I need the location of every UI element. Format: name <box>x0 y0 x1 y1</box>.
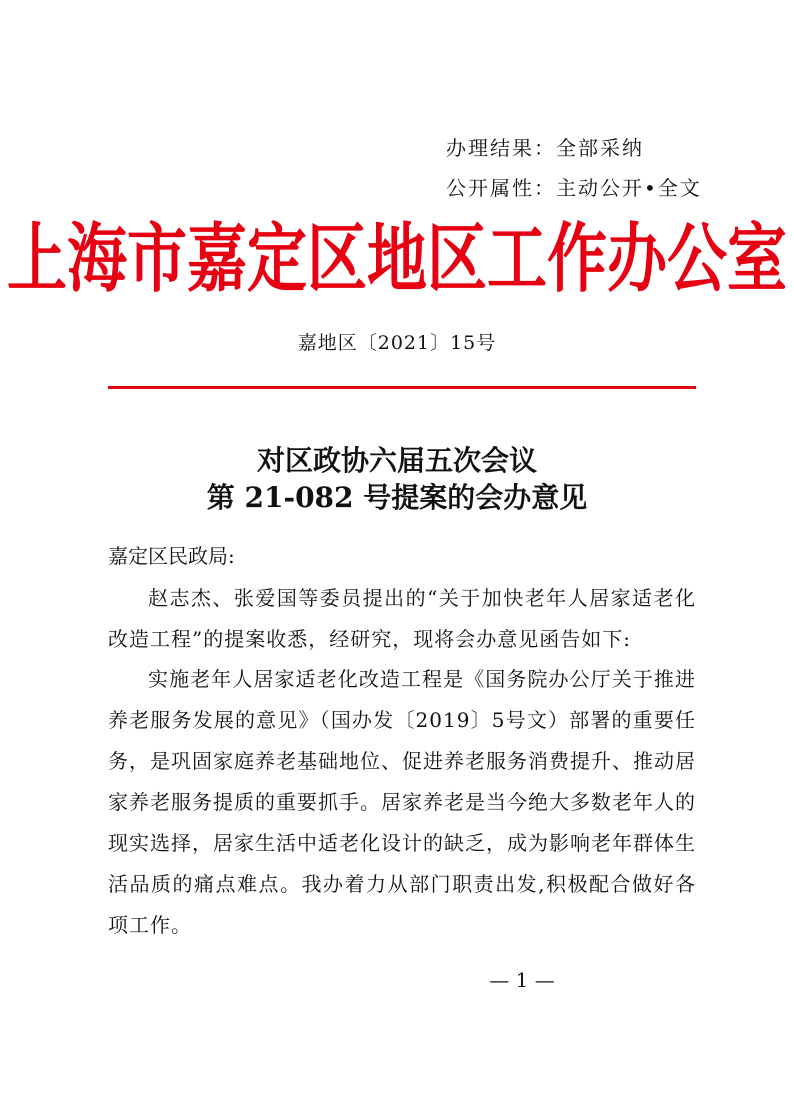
page-number: — 1 — <box>489 968 555 992</box>
red-divider-line <box>108 386 696 389</box>
document-subject-line-1: 对区政协六届五次会议 <box>256 444 537 477</box>
disclosure-attribute: 公开属性：主动公开•全文 <box>446 176 702 200</box>
issuing-office-title: 上海市嘉定区地区工作办公室 <box>7 215 787 304</box>
body-paragraph: 实施老年人居家适老化改造工程是《国务院办公厅关于推进养老服务发展的意见》（国办发〔2019〕5号文）部署的重要任务，是巩固家庭养老基础地位、促进养老服务消费提升、推动居家养老服务提质的重要抓手。居家养老是当今绝大多数老年人的现实选择，居家生活中适老化设计的缺乏，成为影响老年群体生活品质的痛点难点。我办着力从部门职责出发,积极配合做好各项工作。 <box>108 667 696 937</box>
document-subject-line-2: 第 21-082 号提案的会办意见 <box>206 481 588 514</box>
body-paragraph: 赵志杰、张爱国等委员提出的“关于加快老年人居家适老化改造工程”的提案收悉，经研究，现将会办意见函告如下: <box>108 586 696 651</box>
salutation: 嘉定区民政局: <box>108 544 235 568</box>
document-number: 嘉地区〔2021〕15号 <box>297 332 497 354</box>
handling-result: 办理结果：全部采纳 <box>446 136 644 160</box>
